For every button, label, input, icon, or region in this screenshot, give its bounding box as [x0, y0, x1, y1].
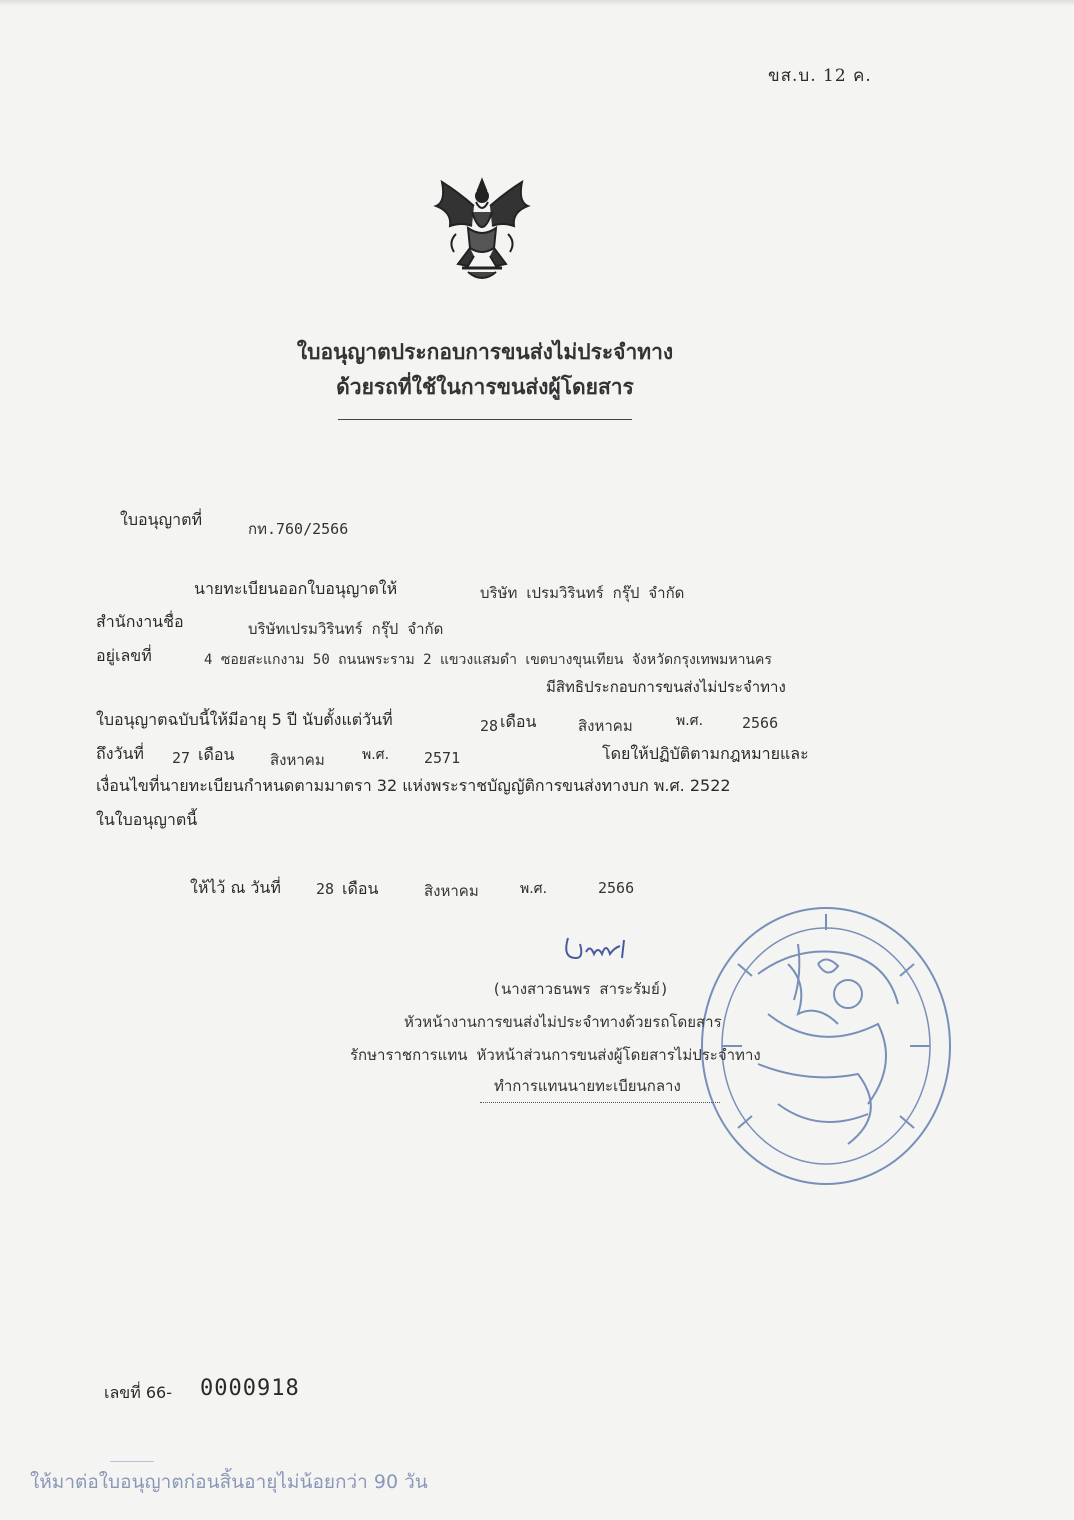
end-month: สิงหาคม [270, 751, 325, 769]
garuda-emblem-icon [428, 172, 536, 288]
renewal-note: ให้มาต่อใบอนุญาตก่อนสิ้นอายุไม่น้อยกว่า 90 วัน [30, 1471, 428, 1493]
given-month: สิงหาคม [424, 882, 479, 900]
office-value: บริษัทเปรมวิรินทร์ กรุ๊ป จำกัด [248, 620, 444, 638]
signatory-position1: หัวหน้างานการขนส่งไม่ประจำทางด้วยรถโดยสาร [404, 1013, 722, 1031]
title-underline [338, 419, 632, 420]
given-label: ให้ไว้ ณ วันที่ [190, 878, 281, 897]
end-month-label: เดือน [198, 745, 235, 764]
issuer-value: บริษัท เปรมวิรินทร์ กรุ๊ป จำกัด [480, 584, 685, 602]
given-year: 2566 [598, 879, 635, 897]
given-be-label: พ.ศ. [520, 881, 548, 897]
address-value: 4 ซอยสะแกงาม 50 ถนนพระราม 2 แขวงแสมดำ เขตบางขุนเทียน จังหวัดกรุงเทพมหานคร [204, 652, 772, 668]
start-year: 2566 [742, 714, 779, 732]
issuer-label: นายทะเบียนออกใบอนุญาตให้ [194, 579, 398, 598]
license-number-label: ใบอนุญาตที่ [120, 510, 203, 529]
comply-text: โดยให้ปฏิบัติตามกฎหมายและ [602, 744, 809, 763]
start-month-label: เดือน [500, 712, 537, 731]
condition-text: เงื่อนไขที่นายทะเบียนกำหนดตามมาตรา 32 แห่งพระราชบัญญัติการขนส่งทางบก พ.ศ. 2522 [96, 776, 731, 795]
signatory-position2: รักษาราชการแทน หัวหน้าส่วนการขนส่งผู้โดยสารไม่ประจำทาง [350, 1046, 761, 1064]
serial-label: เลขที่ 66- [104, 1383, 172, 1402]
end-be-label: พ.ศ. [362, 747, 390, 763]
start-month: สิงหาคม [578, 717, 633, 735]
form-code: ขส.บ. 12 ค. [768, 66, 872, 86]
end-year: 2571 [424, 749, 461, 767]
signatory-name: (นางสาวธนพร สาระรัมย์) [492, 980, 669, 998]
serial-number: 0000918 [200, 1376, 300, 1401]
end-day: 27 [172, 749, 191, 767]
start-day: 28 [480, 717, 499, 735]
given-month-label: เดือน [342, 879, 379, 898]
until-label: ถึงวันที่ [96, 744, 144, 763]
license-number-value: กท.760/2566 [248, 520, 349, 538]
condition-tail: ในใบอนุญาตนี้ [96, 810, 198, 829]
start-be-label: พ.ศ. [676, 713, 704, 729]
renewal-rule [110, 1461, 154, 1462]
signatory-rule [480, 1102, 720, 1103]
given-day: 28 [316, 880, 335, 898]
right-text: มีสิทธิประกอบการขนส่งไม่ประจำทาง [546, 678, 786, 696]
top-edge-shadow [0, 0, 1074, 6]
office-label: สำนักงานชื่อ [96, 612, 184, 631]
validity-label: ใบอนุญาตฉบับนี้ให้มีอายุ 5 ปี นับตั้งแต่วันที่ [96, 710, 393, 729]
address-label: อยู่เลขที่ [96, 646, 152, 665]
document-title-line2: ด้วยรถที่ใช้ในการขนส่งผู้โดยสาร [336, 374, 634, 399]
signature-image [562, 928, 632, 968]
signatory-position3: ทำการแทนนายทะเบียนกลาง [494, 1077, 681, 1095]
document-title-line1: ใบอนุญาตประกอบการขนส่งไม่ประจำทาง [296, 339, 674, 364]
